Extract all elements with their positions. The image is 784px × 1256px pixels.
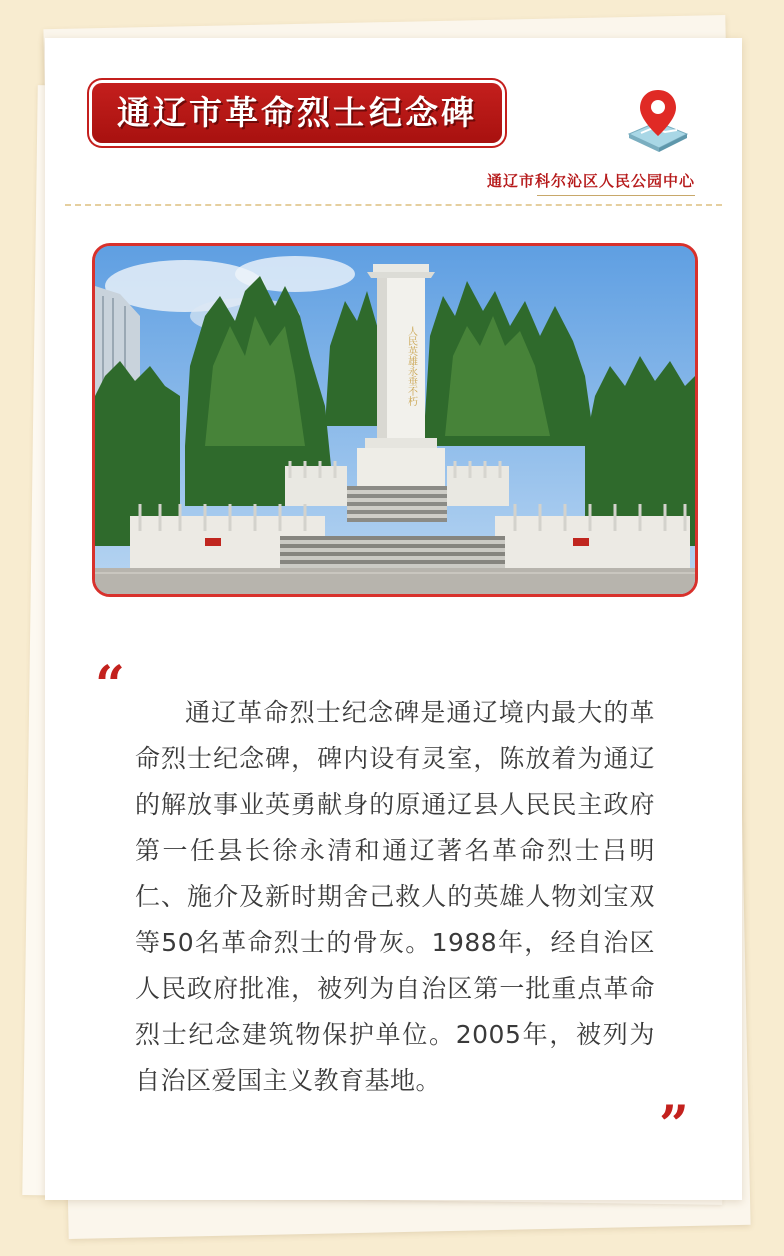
quote-close-mark: ” [659,1095,689,1156]
page-title: 通辽市革命烈士纪念碑 [92,83,502,143]
map-pin-icon [623,86,693,156]
location-label: 通辽市科尔沁区人民公园中心 [486,172,695,190]
header-divider [65,204,722,206]
location-underline [537,195,695,196]
article-body: 通辽革命烈士纪念碑是通辽境内最大的革命烈士纪念碑，碑内设有灵室，陈放着为通辽的解放事业英勇献身的原通辽县人民民主政府第一任县长徐永清和通辽著名革命烈士吕明仁、施介及新时期舍己救人的英雄人物刘宝双等50名革命烈士的骨灰。1988年，经自治区人民政府批准，被列为自治区第一批重点革命烈士纪念建筑物保护单位。2005年，被列为自治区爱国主义教育基地。 [135,698,655,1095]
content-card [45,38,742,1200]
monument-photo [92,243,698,597]
monument-inscription: 人民英雄永垂不朽 [405,326,417,406]
quote-open-mark: “ [95,655,125,716]
